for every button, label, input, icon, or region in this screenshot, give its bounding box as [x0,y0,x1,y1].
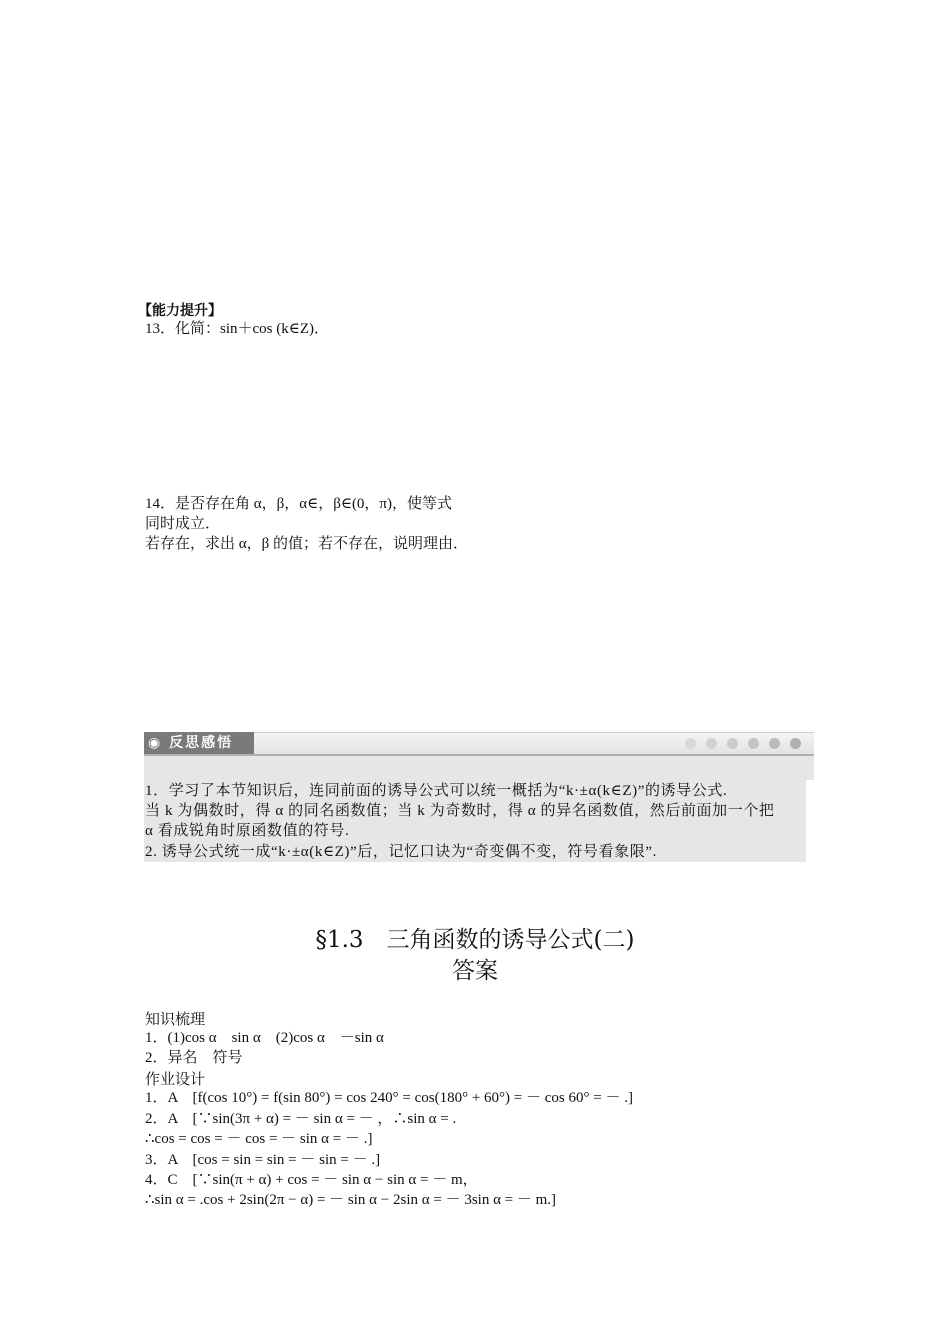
reflection-line-3: α 看成锐角时原函数值的符号. [145,823,350,839]
reflection-label: ◉ 反思感悟 [144,732,254,754]
answer-k1: 1．(1)cos α sin α (2)cos α －sin α [145,1030,384,1046]
answer-1: 1．A [f(cos 10°) = f(sin 80°) = cos 240° = cos(180° + 60°) = － cos 60° = － .] [145,1090,633,1106]
page-title: §1.3 三角函数的诱导公式(二) [315,927,635,953]
section-header-ability: 【能力提升】 [138,303,222,319]
homework-heading: 作业设计 [145,1070,206,1088]
question-13: 13．化简：sin＋cos (k∈Z)． [145,321,330,337]
decor-dot-icon [748,738,759,749]
answer-2: 2．A [∵sin(3π + α) = － sin α = － ，∴sin α = . [145,1111,457,1127]
decor-dot-icon [706,738,717,749]
answer-2-cont: ∴cos = cos = － cos = － sin α = － .] [145,1131,373,1147]
decor-dot-icon [790,738,801,749]
reflection-line-4: 2. 诱导公式统一成“k·±α(k∈Z)”后，记忆口诀为“奇变偶不变，符号看象限”. [145,844,657,860]
knowledge-heading: 知识梳理 [145,1010,206,1028]
reflection-line-2: 当 k 为偶数时，得 α 的同名函数值；当 k 为奇数时，得 α 的异名函数值，然后前面加一个把 [145,803,775,819]
decor-dot-icon [685,738,696,749]
reflection-line-1: 1．学习了本节知识后，连同前面的诱导公式可以统一概括为“k·±α(k∈Z)”的诱导公式. [145,783,728,799]
question-14-line3: 若存在，求出 α，β 的值；若不存在，说明理由． [145,536,468,552]
answer-3: 3．A [cos = sin = sin = － sin = － .] [145,1152,381,1168]
answer-4-cont: ∴sin α = .cos + 2sin(2π − α) = － sin α − 2sin α = － 3sin α = － m.] [145,1192,557,1208]
decor-dot-icon [727,738,738,749]
question-14-line2: 同时成立． [145,516,221,532]
answer-k2: 2．异名 符号 [145,1050,243,1066]
reflection-body-edge [806,756,814,780]
question-14-line1: 14．是否存在角 α，β，α∈，β∈(0，π)，使等式 [145,496,453,512]
answer-4: 4．C [∵sin(π + α) + cos = － sin α − sin α = － m， [145,1172,478,1188]
decor-dot-icon [769,738,780,749]
page-subtitle: 答案 [452,958,498,984]
